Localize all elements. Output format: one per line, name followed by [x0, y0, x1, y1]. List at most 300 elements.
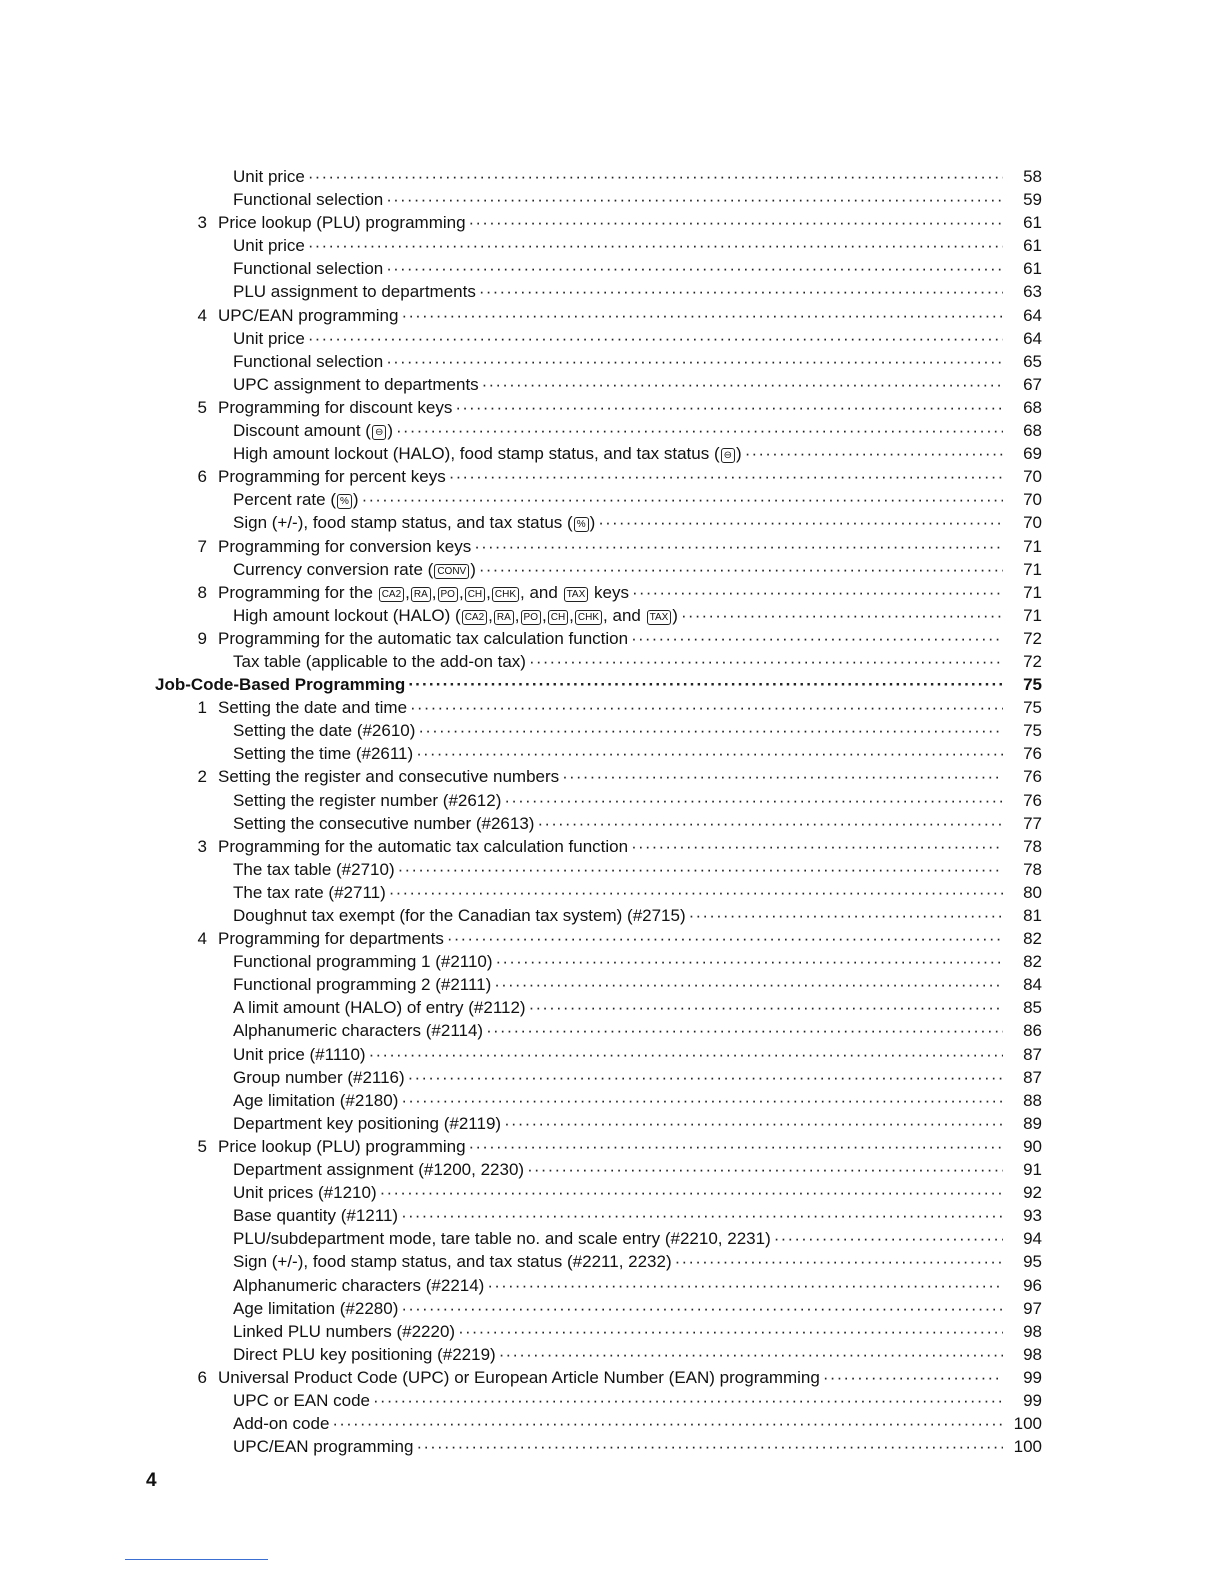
toc-entry-title-end: ) — [736, 444, 742, 464]
toc-subentry[interactable] — [0, 373, 1224, 396]
toc-subentry[interactable] — [0, 904, 1224, 927]
toc-page-number: 71 — [1023, 559, 1042, 579]
toc-entry-number: 3 — [197, 213, 207, 233]
toc-page-number: 95 — [1023, 1252, 1042, 1272]
dot-leader — [631, 835, 1003, 858]
toc-entry-line — [233, 1112, 1006, 1135]
dot-leader — [631, 627, 1003, 650]
dot-leader — [469, 1135, 1003, 1158]
toc-subentry[interactable] — [0, 1250, 1224, 1273]
toc-entry-title — [218, 211, 466, 234]
dot-leader — [386, 257, 1003, 280]
toc-subentry[interactable] — [0, 1181, 1224, 1204]
toc-entry-title-text: Unit prices (#1210) — [233, 1183, 377, 1203]
toc-entry-title-text: Sign (+/-), food stamp status, and tax status (#2211, 2232) — [233, 1252, 672, 1272]
toc-entry[interactable] — [0, 927, 1224, 950]
toc-entry-line — [233, 973, 1006, 996]
toc-entry[interactable] — [0, 765, 1224, 788]
toc-entry-line — [233, 996, 1006, 1019]
toc-entry[interactable] — [0, 211, 1224, 234]
toc-page-number: 71 — [1023, 536, 1042, 556]
toc-entry-title-text: Price lookup (PLU) programming — [218, 213, 466, 233]
key-symbol-icon: RA — [494, 610, 514, 625]
dot-leader — [527, 1158, 1003, 1181]
toc-subentry[interactable] — [0, 280, 1224, 303]
dot-leader — [529, 996, 1003, 1019]
dot-leader — [474, 535, 1003, 558]
toc-entry[interactable] — [0, 581, 1224, 604]
toc-entry-title — [233, 350, 383, 373]
toc-entry-line — [218, 927, 1006, 950]
toc-subentry[interactable] — [0, 812, 1224, 835]
toc-entry-title — [233, 1389, 370, 1412]
toc-entry-title-text: UPC/EAN programming — [233, 1437, 414, 1457]
toc-entry-title — [233, 858, 395, 881]
toc-page-number: 72 — [1023, 628, 1042, 648]
toc-entry-number: 1 — [197, 698, 207, 718]
key-symbol-icon: RA — [411, 587, 431, 602]
dot-leader — [504, 789, 1003, 812]
toc-subentry[interactable] — [0, 1204, 1224, 1227]
toc-entry-line — [218, 211, 1006, 234]
dot-leader — [479, 280, 1003, 303]
toc-entry-title — [218, 304, 398, 327]
toc-entry-line — [233, 373, 1006, 396]
toc-entry-title-text: Programming for the — [218, 582, 378, 602]
toc-entry-title-text: Setting the date and time — [218, 698, 408, 718]
toc-entry-title-text: Age limitation (#2280) — [233, 1298, 399, 1318]
toc-entry-title-text: Percent rate ( — [233, 490, 336, 510]
toc-subentry[interactable] — [0, 604, 1224, 627]
toc-entry-title-text: PLU/subdepartment mode, tare table no. and scale entry (#2210, 2231) — [233, 1229, 771, 1249]
toc-subentry[interactable] — [0, 558, 1224, 581]
toc-page-number: 100 — [1013, 1437, 1042, 1457]
toc-entry-line — [233, 1066, 1006, 1089]
toc-entry-line — [233, 604, 1006, 627]
toc-subentry[interactable] — [0, 165, 1224, 188]
toc-entry-line — [218, 581, 1006, 604]
toc-entry-title-text: Programming for the automatic tax calculation function — [218, 628, 629, 648]
toc-subentry[interactable] — [0, 350, 1224, 373]
toc-entry-line — [218, 535, 1006, 558]
toc-entry[interactable] — [0, 835, 1224, 858]
toc-entry-title — [218, 1135, 466, 1158]
key-symbol-icon: CONV — [434, 564, 469, 579]
dot-leader — [482, 373, 1003, 396]
toc-page-number: 88 — [1023, 1090, 1042, 1110]
toc-subentry[interactable] — [0, 1089, 1224, 1112]
toc-page-number: 58 — [1023, 167, 1042, 186]
toc-entry-line — [218, 696, 1006, 719]
toc-entry-title-text: UPC assignment to departments — [233, 374, 479, 394]
toc-page-number: 100 — [1013, 1414, 1042, 1434]
dot-leader — [774, 1227, 1003, 1250]
key-symbol-icon: PO — [521, 610, 541, 625]
toc-page-number: 85 — [1023, 998, 1042, 1018]
toc-page-number: 82 — [1023, 929, 1042, 949]
page-number: 4 — [146, 1470, 157, 1491]
toc-entry-line — [233, 1158, 1006, 1181]
toc-entry-line — [218, 1135, 1006, 1158]
toc-entry-line — [218, 1366, 1006, 1389]
dot-leader — [410, 696, 1003, 719]
toc-subentry[interactable] — [0, 1043, 1224, 1066]
toc-entry-title: High amount lockout (HALO) ( CA2 , RA , PO , CH , CHK , and TAX ) — [233, 605, 678, 625]
toc-page-number: 78 — [1023, 836, 1042, 856]
toc-subentry[interactable] — [0, 488, 1224, 511]
toc-subentry[interactable] — [0, 650, 1224, 673]
toc-entry-title-text: Unit price (#1110) — [233, 1044, 366, 1064]
toc-subentry[interactable] — [0, 1066, 1224, 1089]
toc-entry-title-text: PLU assignment to departments — [233, 282, 476, 302]
toc-entry-number: 3 — [197, 836, 207, 856]
key-symbol-icon: CA2 — [462, 610, 487, 625]
toc-entry-line — [233, 1089, 1006, 1112]
dot-leader — [675, 1250, 1003, 1273]
toc-page-number: 75 — [1023, 721, 1042, 741]
toc-entry-line — [233, 858, 1006, 881]
toc-entry[interactable] — [0, 535, 1224, 558]
toc-entry-title-text: Setting the time (#2611) — [233, 744, 414, 764]
toc-entry-number: 6 — [197, 1367, 207, 1387]
toc-entry-title — [233, 1274, 484, 1297]
toc-entry-line — [233, 257, 1006, 280]
toc-entry-line — [233, 1019, 1006, 1042]
toc-entry-title — [233, 719, 415, 742]
key-symbol-icon: ⊖ — [372, 425, 386, 440]
dot-leader — [398, 858, 1003, 881]
toc-page-number: 98 — [1023, 1321, 1042, 1341]
toc-subentry[interactable] — [0, 1412, 1224, 1435]
dot-leader — [562, 765, 1003, 788]
toc-entry-title-text: Currency conversion rate ( — [233, 559, 434, 579]
toc-subentry[interactable] — [0, 1112, 1224, 1135]
dot-leader — [598, 511, 1003, 534]
toc-page-number: 75 — [1023, 698, 1042, 718]
toc-page-number: 64 — [1023, 328, 1042, 348]
toc-page-number: 76 — [1023, 767, 1042, 787]
toc-subentry[interactable] — [0, 789, 1224, 812]
toc-entry-title — [233, 1343, 496, 1366]
toc-entry-title-text: Sign (+/-), food stamp status, and tax status ( — [233, 513, 573, 533]
toc-entry-line — [218, 396, 1006, 419]
key-symbol-icon: TAX — [564, 587, 589, 602]
key-symbol-icon: % — [574, 517, 589, 532]
toc-entry-title — [233, 973, 491, 996]
toc-subentry[interactable] — [0, 327, 1224, 350]
toc-entry-line — [218, 627, 1006, 650]
toc-entry-line — [233, 1181, 1006, 1204]
dot-leader — [537, 812, 1003, 835]
toc-entry-title — [233, 1043, 366, 1066]
toc-entry-line — [233, 1343, 1006, 1366]
toc-entry-line — [233, 881, 1006, 904]
toc-subentry[interactable] — [0, 881, 1224, 904]
toc-page-number: 61 — [1023, 259, 1042, 279]
toc-entry-title-text: Functional programming 2 (#2111) — [233, 975, 492, 995]
toc-entry-title — [218, 396, 452, 419]
dot-leader — [408, 1066, 1003, 1089]
toc-page-number: 69 — [1023, 444, 1042, 464]
toc-subentry[interactable] — [0, 858, 1224, 881]
dot-leader — [487, 1274, 1003, 1297]
dot-leader — [823, 1366, 1003, 1389]
toc-entry-title-text: The tax rate (#2711) — [233, 882, 386, 902]
toc-entry[interactable] — [0, 1135, 1224, 1158]
toc-entry-title-text: Setting the register number (#2612) — [233, 790, 502, 810]
toc-entry-title — [233, 165, 305, 188]
toc-entry-line — [233, 719, 1006, 742]
dot-leader — [401, 1204, 1003, 1227]
toc-entry-title-text: Programming for percent keys — [218, 467, 446, 487]
dot-leader — [418, 719, 1003, 742]
dot-leader — [458, 1320, 1003, 1343]
dot-leader — [396, 419, 1003, 442]
toc-page-number: 78 — [1023, 859, 1042, 879]
dot-leader — [373, 1389, 1003, 1412]
toc-entry-title — [233, 789, 501, 812]
toc-entry-line — [233, 1435, 1006, 1458]
dot-leader — [504, 1112, 1003, 1135]
toc-entry-line — [233, 1389, 1006, 1412]
toc-entry-title — [233, 950, 493, 973]
key-symbol-icon: % — [337, 494, 352, 509]
toc-entry-line — [218, 465, 1006, 488]
toc-entry-title — [233, 1181, 377, 1204]
toc-entry-title: Programming for the CA2 , RA , PO , CH , CHK , and TAX keys — [218, 582, 629, 602]
toc-page-number: 77 — [1023, 813, 1042, 833]
key-symbol-icon: CH — [465, 587, 485, 602]
toc-entry-title-text: Universal Product Code (UPC) or European Article Number (EAN) programming — [218, 1367, 820, 1387]
toc-entry-title — [233, 1320, 455, 1343]
toc-subentry[interactable] — [0, 234, 1224, 257]
key-symbol-icon: TAX — [647, 610, 672, 625]
toc-page-number: 91 — [1023, 1160, 1042, 1180]
toc-entry-title — [218, 696, 407, 719]
toc-subentry[interactable] — [0, 1158, 1224, 1181]
toc-entry-title-text: High amount lockout (HALO), food stamp status, and tax status ( — [233, 444, 720, 464]
toc-page-number: 68 — [1023, 397, 1042, 417]
dot-leader — [455, 396, 1003, 419]
toc-entry-number: 2 — [197, 767, 207, 787]
toc-subentry[interactable] — [0, 973, 1224, 996]
toc-entry-title — [218, 535, 471, 558]
toc-subentry[interactable] — [0, 188, 1224, 211]
dot-leader — [529, 650, 1003, 673]
toc-page-number: 86 — [1023, 1021, 1042, 1041]
toc-entry-title — [218, 927, 444, 950]
toc-entry-title-text: Doughnut tax exempt (for the Canadian tax system) (#2715) — [233, 906, 686, 925]
dot-leader — [416, 1435, 1003, 1458]
toc-entry-title — [233, 1227, 771, 1250]
toc-entry-line — [218, 835, 1006, 858]
toc-entry-title-text: Programming for departments — [218, 929, 444, 949]
dot-leader — [408, 673, 1003, 696]
toc-entry-line — [233, 950, 1006, 973]
toc-entry-line — [233, 280, 1006, 303]
toc-entry-title-end: ) — [672, 605, 678, 625]
toc-entry-title-text: Programming for the automatic tax calculation function — [218, 836, 629, 856]
toc-entry-line — [233, 1204, 1006, 1227]
dot-leader — [386, 350, 1003, 373]
toc-entry-title — [233, 1250, 672, 1273]
toc-page-number: 99 — [1023, 1367, 1042, 1387]
dot-leader — [308, 327, 1003, 350]
toc-entry-title — [218, 1366, 820, 1389]
toc-subentry[interactable] — [0, 1435, 1224, 1458]
toc-entry[interactable] — [0, 627, 1224, 650]
toc-entry-number: 7 — [197, 536, 207, 556]
toc-page-number: 99 — [1023, 1390, 1042, 1410]
toc-entry-line — [218, 304, 1006, 327]
toc-entry[interactable] — [0, 465, 1224, 488]
toc-subentry[interactable] — [0, 442, 1224, 465]
dot-leader — [479, 558, 1003, 581]
dot-leader — [447, 927, 1003, 950]
toc-page-number: 84 — [1023, 975, 1042, 995]
toc-entry-title — [218, 627, 628, 650]
toc-entry-title-text: Setting the register and consecutive numbers — [218, 767, 560, 787]
toc-entry-title-text: Linked PLU numbers (#2220) — [233, 1321, 456, 1341]
toc-subentry[interactable] — [0, 719, 1224, 742]
toc-subentry[interactable] — [0, 950, 1224, 973]
toc-entry-title-text: Functional programming 1 (#2110) — [233, 952, 493, 972]
dot-leader — [308, 234, 1003, 257]
dot-leader — [380, 1181, 1003, 1204]
toc-page-number: 92 — [1023, 1183, 1042, 1203]
toc-page-number: 64 — [1023, 305, 1042, 325]
toc-entry-line — [233, 1274, 1006, 1297]
toc-page-number: 87 — [1023, 1067, 1042, 1087]
toc-entry-line — [233, 1297, 1006, 1320]
toc-entry-number: 6 — [197, 467, 207, 487]
toc-subentry[interactable] — [0, 742, 1224, 765]
toc-entry-title — [233, 442, 742, 465]
toc-page-number: 70 — [1023, 467, 1042, 487]
toc-entry-title-text: Setting the consecutive number (#2613) — [233, 813, 535, 833]
toc-subentry[interactable] — [0, 996, 1224, 1019]
dot-leader — [496, 950, 1003, 973]
dot-leader — [469, 211, 1003, 234]
toc-entry-line — [233, 1250, 1006, 1273]
key-symbol-icon: PO — [438, 587, 458, 602]
toc-entry-line — [233, 742, 1006, 765]
toc-entry-title-text: High amount lockout (HALO) ( — [233, 605, 461, 625]
toc-page-number: 59 — [1023, 190, 1042, 210]
toc-entry-line — [233, 488, 1006, 511]
toc-entry-title — [233, 1158, 524, 1181]
toc-entry[interactable] — [0, 696, 1224, 719]
dot-leader — [362, 488, 1003, 511]
key-symbol-icon: CA2 — [379, 587, 404, 602]
toc-subentry[interactable] — [0, 1320, 1224, 1343]
toc-page-number: 70 — [1023, 513, 1042, 533]
toc-entry-title-text: Alphanumeric characters (#2114) — [233, 1021, 484, 1041]
toc-section-heading[interactable] — [0, 673, 1224, 696]
toc-entry-line — [233, 1320, 1006, 1343]
toc-subentry[interactable] — [0, 419, 1224, 442]
dot-leader — [416, 742, 1003, 765]
toc-entry-title — [233, 650, 526, 673]
dot-leader — [689, 904, 1003, 927]
toc-entry-title — [233, 1019, 483, 1042]
toc-subentry[interactable] — [0, 511, 1224, 534]
toc-page-number: 80 — [1023, 882, 1042, 902]
dot-leader — [494, 973, 1003, 996]
toc-subentry[interactable] — [0, 257, 1224, 280]
toc-entry-number: 9 — [197, 628, 207, 648]
toc-entry-title-end: ) — [387, 421, 394, 441]
toc-subentry[interactable] — [0, 1019, 1224, 1042]
dot-leader — [401, 1089, 1003, 1112]
toc-entry-title — [218, 835, 628, 858]
toc-entry-title-text: Unit price — [233, 328, 305, 348]
toc-entry-title — [233, 1297, 398, 1320]
toc-entry-line — [233, 1412, 1006, 1435]
toc-page-number: 90 — [1023, 1136, 1042, 1156]
toc-subentry[interactable] — [0, 1389, 1224, 1412]
toc-entry-title — [218, 765, 559, 788]
toc-entry[interactable] — [0, 396, 1224, 419]
key-symbol-icon: ⊖ — [721, 448, 735, 463]
toc-entry-title — [233, 904, 686, 927]
toc-entry-title — [233, 373, 479, 396]
toc-page-number: 96 — [1023, 1275, 1042, 1295]
toc-entry-title-text: Setting the date (#2610) — [233, 721, 416, 741]
toc-entry-line — [233, 558, 1006, 581]
toc-subentry[interactable] — [0, 1227, 1224, 1250]
key-symbol-icon: CHK — [575, 610, 602, 625]
dot-leader — [332, 1412, 1003, 1435]
toc-entry-line — [233, 650, 1006, 673]
toc-subentry[interactable] — [0, 1274, 1224, 1297]
dot-leader — [745, 442, 1003, 465]
toc-page-number: 81 — [1023, 906, 1042, 925]
toc-entry-title-text: Alphanumeric characters (#2214) — [233, 1275, 485, 1295]
toc-page-number: 61 — [1023, 236, 1042, 256]
toc-entry-line — [233, 188, 1006, 211]
toc-entry-number: 8 — [197, 582, 207, 602]
toc-entry-line — [233, 1227, 1006, 1250]
toc-page-number: 76 — [1023, 790, 1042, 810]
toc-page-number: 76 — [1023, 744, 1042, 764]
toc-entry-title — [233, 812, 534, 835]
toc-page-number: 61 — [1023, 213, 1042, 233]
toc-entry-title — [233, 419, 393, 442]
dot-leader — [386, 188, 1003, 211]
toc-entry-line — [233, 165, 1006, 188]
toc-entry[interactable] — [0, 304, 1224, 327]
toc-page-number: 75 — [1023, 675, 1042, 695]
toc-subentry[interactable] — [0, 1297, 1224, 1320]
toc-entry-title-text: Unit price — [233, 236, 305, 256]
toc-entry[interactable] — [0, 1366, 1224, 1389]
toc-page-number: 97 — [1023, 1298, 1042, 1318]
toc-subentry[interactable] — [0, 1343, 1224, 1366]
toc-page-number: 98 — [1023, 1344, 1042, 1364]
toc-entry-line — [233, 350, 1006, 373]
toc-entry-title — [233, 881, 386, 904]
toc-entry-title-text: Unit price — [233, 167, 305, 186]
toc-entry-title-text: Base quantity (#1211) — [233, 1206, 399, 1226]
toc-entry-title-text: Programming for discount keys — [218, 397, 453, 417]
toc-entry-number: 4 — [197, 305, 207, 325]
toc-page-number: 70 — [1023, 490, 1042, 510]
toc-entry-line — [233, 904, 1006, 927]
toc-entry-title — [233, 1412, 329, 1435]
dot-leader — [632, 581, 1003, 604]
toc-page-number: 82 — [1023, 952, 1042, 972]
